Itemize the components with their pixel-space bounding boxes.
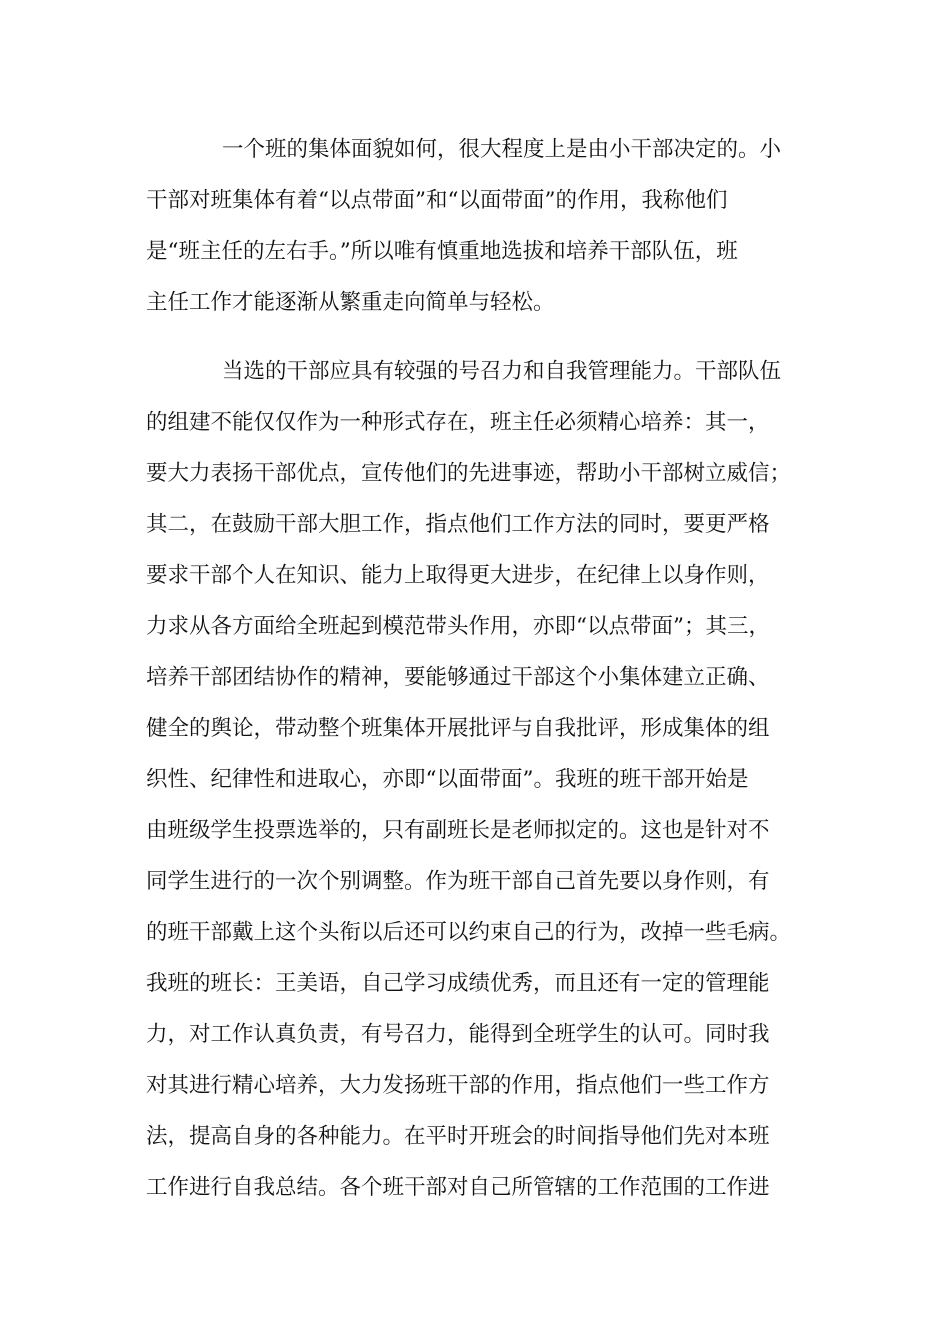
text-line: 一个班的集体面貌如何，很大程度上是由小干部决定的。小 bbox=[222, 137, 782, 162]
text-line: 我班的班长：王美语，自己学习成绩优秀，而且还有一定的管理能 bbox=[146, 971, 770, 996]
text-line: 力，对工作认真负责，有号召力，能得到全班学生的认可。同时我 bbox=[146, 1022, 770, 1047]
text-line: 对其进行精心培养，大力发扬班干部的作用，指点他们一些工作方 bbox=[146, 1073, 770, 1098]
text-line: 当选的干部应具有较强的号召力和自我管理能力。干部队伍 bbox=[222, 359, 782, 384]
paragraph-1 bbox=[146, 124, 826, 328]
text-line: 培养干部团结协作的精神，要能够通过干部这个小集体建立正确、 bbox=[146, 665, 770, 690]
text-line: 由班级学生投票选举的，只有副班长是老师拟定的。这也是针对不 bbox=[146, 818, 770, 843]
text-line: 织性、纪律性和进取心，亦即“以面带面”。我班的班干部开始是 bbox=[146, 767, 749, 792]
text-line: 其二，在鼓励干部大胆工作，指点他们工作方法的同时，要更严格 bbox=[146, 512, 770, 537]
text-line: 健全的舆论，带动整个班集体开展批评与自我批评，形成集体的组 bbox=[146, 716, 770, 741]
text-line: 干部对班集体有着“以点带面”和“以面带面”的作用，我称他们 bbox=[146, 188, 728, 213]
text-line: 法，提高自身的各种能力。在平时开班会的时间指导他们先对本班 bbox=[146, 1124, 770, 1149]
text-line: 要大力表扬干部优点，宣传他们的先进事迹，帮助小干部树立威信； bbox=[146, 461, 792, 486]
text-line: 同学生进行的一次个别调整。作为班干部自己首先要以身作则，有 bbox=[146, 869, 770, 894]
text-line: 要求干部个人在知识、能力上取得更大进步，在纪律上以身作则， bbox=[146, 563, 770, 588]
text-line: 力求从各方面给全班起到模范带头作用，亦即“以点带面”；其三， bbox=[146, 614, 770, 639]
text-line: 是“班主任的左右手。”所以唯有慎重地选拔和培养干部队伍，班 bbox=[146, 239, 738, 264]
paragraph-2 bbox=[146, 346, 826, 1213]
text-line: 的班干部戴上这个头衔以后还可以约束自己的行为，改掉一些毛病。 bbox=[146, 920, 792, 945]
text-line: 主任工作才能逐渐从繁重走向简单与轻松。 bbox=[146, 290, 555, 315]
text-line: 的组建不能仅仅作为一种形式存在，班主任必须精心培养：其一， bbox=[146, 410, 770, 435]
text-line: 工作进行自我总结。各个班干部对自己所管辖的工作范围的工作进 bbox=[146, 1175, 770, 1200]
